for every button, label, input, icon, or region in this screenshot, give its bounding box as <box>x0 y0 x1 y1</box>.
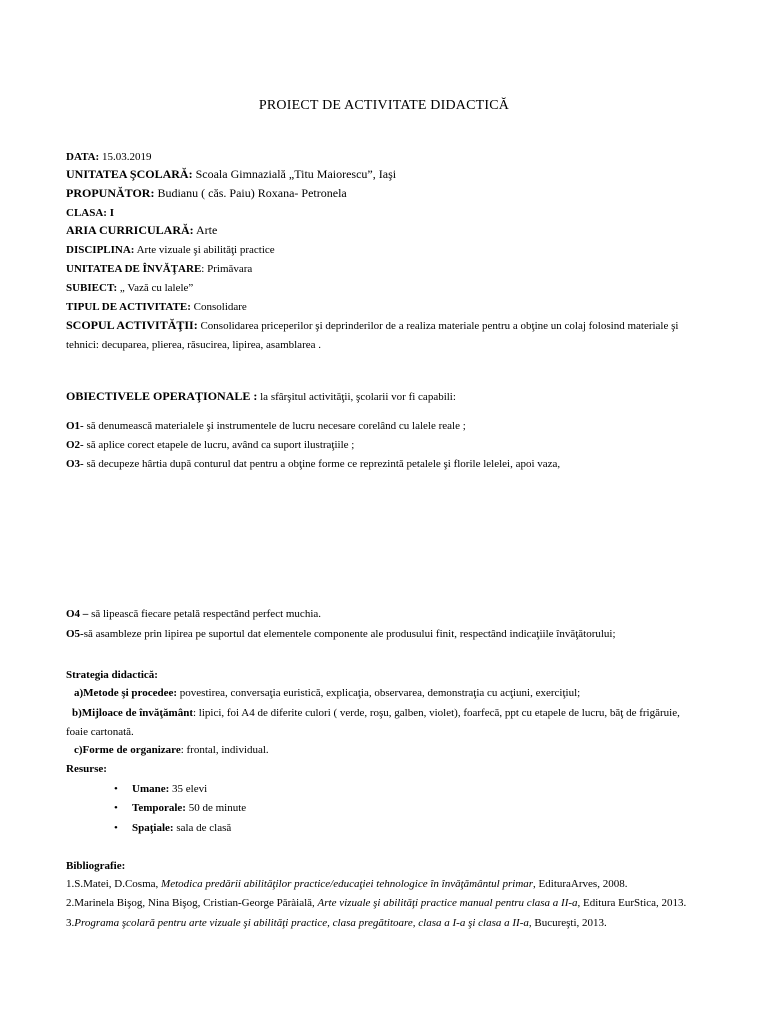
bibliography-item-2-authors: 2.Marinela Bişog, Nina Bişog, Cristian-George Păràială, <box>66 897 318 909</box>
bibliography-heading-text: Bibliografie: <box>66 860 126 872</box>
objectives-label: OBIECTIVELE OPERAŢIONALE : <box>66 389 258 403</box>
resources-heading <box>66 762 107 776</box>
school-value: Scoala Gimnazială „Titu Maiorescu”, Iaşi <box>192 167 397 181</box>
resource-human-label: Umane: <box>132 783 170 795</box>
activity-type-value: Consolidare <box>190 301 247 313</box>
bibliography-item-3 <box>66 916 607 930</box>
resource-time-value: 50 de minute <box>185 802 247 814</box>
class-label: CLASA: I <box>66 207 114 219</box>
bibliography-item-2 <box>66 896 686 910</box>
bibliography-item-2-publisher: , Editura EurStica, 2013. <box>577 897 687 909</box>
objective-o1 <box>66 419 466 433</box>
learning-unit-value: : Primăvara <box>201 263 253 275</box>
resource-human-value: 35 elevi <box>169 783 208 795</box>
proposer-line <box>66 186 347 200</box>
objective-o5 <box>66 627 616 641</box>
resource-time-label: Temporale: <box>132 802 186 814</box>
school-label: UNITATEA ŞCOLARĂ: <box>66 167 193 181</box>
strategy-methods-label: a)Metode şi procedee: <box>74 687 178 699</box>
strategy-methods-text: povestirea, conversaţia euristică, explicaţia, observarea, demonstraţia cu acţiuni, exerciţiul; <box>177 687 581 699</box>
scope-line <box>66 318 678 333</box>
objectives-heading <box>66 389 456 404</box>
activity-type-label: TIPUL DE ACTIVITATE: <box>66 301 191 313</box>
bibliography-item-2-title: Arte vizuale şi abilităţi practice manual pentru clasa a II-a <box>317 897 578 909</box>
bibliography-item-1-publisher: , EdituraArves, 2008. <box>533 878 628 890</box>
objective-o1-text: să denumească materialele şi instrumentele de lucru necesare corelând cu lalele reale ; <box>83 420 466 432</box>
bibliography-heading <box>66 859 125 873</box>
objective-o1-label: O1- <box>66 420 84 432</box>
bullet-human: • <box>114 783 118 795</box>
bibliography-item-1-authors: 1.S.Matei, D.Cosma, <box>66 878 162 890</box>
bullet-time: • <box>114 802 118 814</box>
bibliography-item-1-title: Metodica predării abilităţilor practice/educaţiei tehnologice în învăţământul primar <box>161 878 534 890</box>
subject-line <box>66 281 193 295</box>
proposer-label: PROPUNĂTOR: <box>66 186 155 200</box>
learning-unit-line <box>66 262 252 276</box>
resource-space-label: Spaţiale: <box>132 822 174 834</box>
objective-o2-text: să aplice corect etapele de lucru, având ca suport ilustraţiile ; <box>83 439 355 451</box>
objective-o3-text: să decupeze hârtia după conturul dat pentru a obţine forme ce reprezintă petalele şi florile lelelei, apoi vaza, <box>83 458 561 470</box>
subject-label: SUBIECT: <box>66 282 118 294</box>
strategy-means <box>72 706 680 720</box>
proposer-value: Budianu ( căs. Paiu) Roxana- Petronela <box>154 186 347 200</box>
strategy-means-label: b)Mijloace de învăţământ <box>72 707 193 719</box>
objectives-intro: la sfârşitul activităţii, şcolarii vor fi capabili: <box>257 391 456 403</box>
subject-value: „ Vază cu lalele” <box>117 282 194 294</box>
page-title: PROIECT DE ACTIVITATE DIDACTICĂ <box>258 98 510 113</box>
curricular-area-line <box>66 223 217 237</box>
strategy-forms-text: : frontal, individual. <box>180 744 269 756</box>
bibliography-item-3-number: 3. <box>66 917 75 929</box>
resource-human <box>132 782 207 796</box>
date-line <box>66 150 151 164</box>
scope-label: SCOPUL ACTIVITĂŢII: <box>66 318 198 332</box>
discipline-label: DISCIPLINA: <box>66 244 135 256</box>
bullet-space: • <box>114 822 118 834</box>
date-value: 15.03.2019 <box>99 151 152 163</box>
discipline-value: Arte vizuale şi abilităţi practice <box>134 244 275 256</box>
strategy-means-line-2: foaie cartonată. <box>66 726 134 738</box>
objective-o3-label: O3- <box>66 458 84 470</box>
strategy-heading <box>66 668 158 682</box>
strategy-methods <box>74 686 580 700</box>
learning-unit-label: UNITATEA DE ÎNVĂŢARE <box>66 263 202 275</box>
scope-value: Consolidarea priceperilor şi deprinderilor de a realiza materiale pentru a obţine un colaj folosind materiale şi <box>197 320 679 332</box>
curricular-area-label: ARIA CURRICULARĂ: <box>66 223 194 237</box>
date-label: DATA: <box>66 151 100 163</box>
objective-o5-text: să asambleze prin lipirea pe suportul dat elementele componente ale produsului finit, respectând indicaţiile învăţătorului; <box>83 628 616 640</box>
bibliography-item-3-title: Programa şcolară pentru arte vizuale şi abilităţi practice, clasa pregătitoare, clasa a I-a şi clasa a II-a <box>74 917 529 929</box>
strategy-forms <box>74 743 269 757</box>
scope-line-2: tehnici: decuparea, plierea, răsucirea, lipirea, asamblarea . <box>66 339 321 351</box>
objective-o5-label: O5- <box>66 628 84 640</box>
activity-type-line <box>66 300 247 314</box>
school-line <box>66 167 396 181</box>
objective-o2-label: O2- <box>66 439 84 451</box>
resource-space <box>132 821 231 835</box>
curricular-area-value: Arte <box>193 223 218 237</box>
objective-o4-label: O4 – <box>66 608 89 620</box>
objective-o4 <box>66 607 321 621</box>
discipline-line <box>66 243 275 257</box>
objective-o2 <box>66 438 354 452</box>
strategy-heading-text: Strategia didactică: <box>66 669 158 681</box>
bibliography-item-3-publisher: , Bucureşti, 2013. <box>528 917 607 929</box>
class-line <box>66 206 114 220</box>
strategy-means-text: : lipici, foi A4 de diferite culori ( verde, roşu, galben, violet), foarfecă, ppt cu etapele de lucru, băţ de frigăruie, <box>192 707 680 719</box>
strategy-forms-label: c)Forme de organizare <box>74 744 181 756</box>
resource-space-value: sala de clasă <box>173 822 232 834</box>
bibliography-item-1 <box>66 877 627 891</box>
objective-o3 <box>66 457 560 471</box>
objective-o4-text: să lipească fiecare petală respectând perfect muchia. <box>88 608 322 620</box>
resources-label: Resurse: <box>66 763 107 775</box>
resource-time <box>132 801 246 815</box>
